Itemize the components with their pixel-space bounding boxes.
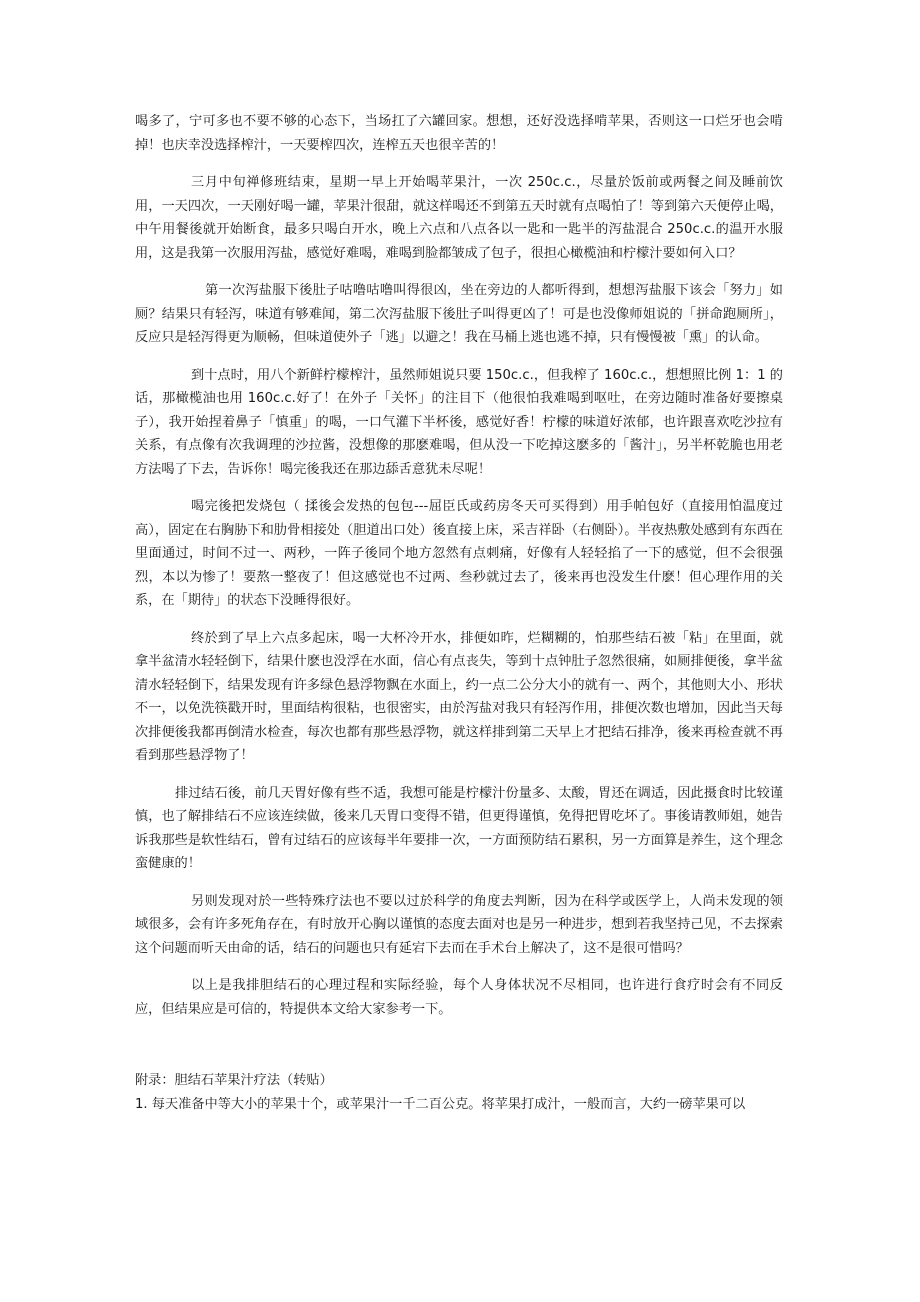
paragraph-6: 终於到了早上六点多起床，喝一大杯冷开水，排便如昨，烂糊糊的，怕那些结石被「粘」在里面，就拿半盆清水轻轻倒下，结果什麽也没浮在水面，信心有点丧失，等到十点钟肚子忽然很痛，如厕排便後，拿半盆清水轻轻倒下，结果发现有许多绿色悬浮物飘在水面上，约一点二公分大小的就有一、两个，其他则大小、形状不一，以免洗筷戳开时，里面结构很粘，也很密实，由於泻盐对我只有轻泻作用，排便次数也增加，因此当天每次排便後我都再倒清水检查，每次也都有那些悬浮物，就这样排到第二天早上才把结石排净，後来再检查就不再看到那些悬浮物了！ [135, 630, 783, 763]
document-page [135, 110, 783, 1116]
paragraph-8: 另则发现对於一些特殊疗法也不要以过於科学的角度去判断，因为在科学或医学上，人尚未发现的领域很多，会有许多死角存在，有时放开心胸以谨慎的态度去面对也是另一种进步，想到若我坚持己见，不去探索这个问题而听天由命的话，结石的问题也只有延宕下去而在手术台上解决了，这不是很可惜吗？ [135, 893, 783, 956]
paragraph-5: 喝完後把发烧包（ 揉後会发热的包包---屈臣氏或药房冬天可买得到）用手帕包好（直接用怕温度过高），固定在右胸胁下和肋骨相接处（胆道出口处）後直接上床，采吉祥卧（右侧卧）。半夜热敷处感到有东西在里面通过，时间不过一、两秒，一阵子後同个地方忽然有点刺痛，好像有人轻轻掐了一下的感觉，但不会很强烈，本以为惨了！要熬一整夜了！但这感觉也不过两、叁秒就过去了，後来再也没发生什麽！但心理作用的关系，在「期待」的状态下没睡得很好。 [135, 499, 783, 608]
paragraph-9: 以上是我排胆结石的心理过程和实际经验，每个人身体状况不尽相同，也许进行食疗时会有不同反应，但结果应是可信的，特提供本文给大家参考一下。 [135, 978, 783, 1017]
paragraph-3: 第一次泻盐服下後肚子咕噜咕噜叫得很凶，坐在旁边的人都听得到，想想泻盐服下该会「努力」如厕？结果只有轻泻，味道有够难闻，第二次泻盐服下後肚子叫得更凶了！可是也没像师姐说的「拼命跑厕所」，反应只是轻泻得更为顺畅，但味道使外子「逃」以避之！我在马桶上逃也逃不掉，只有慢慢被「熏」的认命。 [135, 283, 783, 345]
paragraph-1: 喝多了，宁可多也不要不够的心态下，当场扛了六罐回家。想想，还好没选择啃苹果，否则这一口烂牙也会啃掉！也庆幸没选择榨汁，一天要榨四次，连榨五天也很辛苦的！ [135, 114, 783, 153]
appendix-item-1: 1. 每天准备中等大小的苹果十个，或苹果汁一千二百公克。将苹果打成汁，一般而言，大约一磅苹果可以 [135, 1096, 746, 1112]
paragraph-7: 排过结石後，前几天胃好像有些不适，我想可能是柠檬汁份量多、太酸，胃还在调适，因此摄食时比较谨慎，也了解排结石不应该连续做，後来几天胃口变得不错，但更得谨慎，免得把胃吃坏了。事後请教师姐，她告诉我那些是软性结石，曾有过结石的应该每半年要排一次，一方面预防结石累积，另一方面算是养生，这个理念蛮健康的！ [135, 785, 783, 871]
paragraph-4: 到十点时，用八个新鲜柠檬榨汁，虽然师姐说只要 150c.c.，但我榨了 160c.c.，想想照比例 1：1 的话，那橄榄油也用 160c.c.好了！在外子「关怀」的注目下（他很怕我难喝到呕吐，在旁边随时准备好要擦桌子），我开始捏着鼻子「慎重」的喝，一口气灌下半杯後，感觉好香！柠檬的味道好浓郁，也许跟喜欢吃沙拉有关系，有点像有次我调理的沙拉酱，没想像的那麽难喝，但从没一下吃掉这麽多的「酱汁」，另半杯乾脆也用老方法喝了下去，告诉你！喝完後我还在那边舔舌意犹未尽呢！ [135, 367, 783, 477]
appendix-title: 附录：胆结石苹果汁疗法（转贴） [135, 1073, 333, 1088]
paragraph-2: 三月中旬禅修班结束，星期一早上开始喝苹果汁，一次 250c.c.，尽量於饭前或两餐之间及睡前饮用，一天四次，一天刚好喝一罐，苹果汁很甜，就这样喝还不到第五天时就有点喝怕了！等到第六天便停止喝，中午用餐後就开始断食，最多只喝白开水，晚上六点和八点各以一匙和一匙半的泻盐混合 250c.c.的温开水服用，这是我第一次服用泻盐，感觉好难喝，难喝到脸都皱成了包子，很担心橄榄油和柠檬汁要如何入口？ [135, 175, 783, 261]
